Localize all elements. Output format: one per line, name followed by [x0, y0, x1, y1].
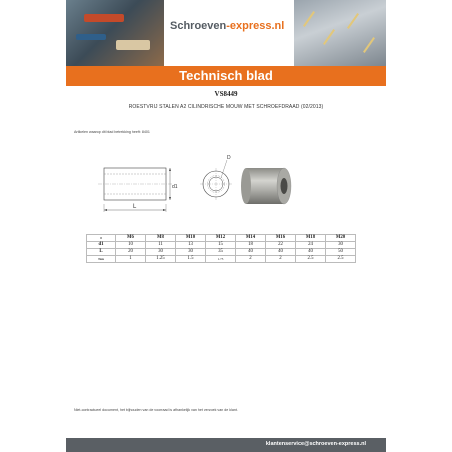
table-cell: 2.5 [296, 256, 326, 263]
site-logo[interactable] [170, 20, 284, 32]
table-cell: 30 [146, 249, 176, 256]
screws-photo [294, 0, 386, 66]
table-cell: 40 [266, 249, 296, 256]
header-cell: M20 [326, 235, 356, 242]
table-cell: 20 [116, 249, 146, 256]
table-cell: 30 [176, 249, 206, 256]
header-cell: M12 [206, 235, 236, 242]
tools-photo [66, 0, 164, 66]
table-cell: 2.5 [326, 256, 356, 263]
table-header-row [87, 235, 356, 242]
table-cell: 22 [266, 242, 296, 249]
logo-accent-text: -express.nl [226, 20, 285, 32]
table-cell: 40 [296, 249, 326, 256]
header-cell: M6 [116, 235, 146, 242]
table-cell: 2 [236, 256, 266, 263]
table-cell: 50 [326, 249, 356, 256]
end-view-drawing [200, 155, 232, 200]
product-description: ROESTVRIJ STALEN A2 CILINDRISCHE MOUW MET SCHROEFDRAAD (02/2013) [128, 104, 324, 110]
table-cell: 10 [116, 242, 146, 249]
table-cell: 2 [266, 256, 296, 263]
thread-label: D [227, 155, 231, 161]
table-row [87, 242, 356, 249]
header-cell: M8 [146, 235, 176, 242]
table-cell: 11 [146, 242, 176, 249]
table-cell: 1 [116, 256, 146, 263]
page-title: Technisch blad [179, 68, 273, 83]
table-cell: 24 [296, 242, 326, 249]
table-cell: 1.75 [206, 256, 236, 263]
logo-main-text: Schroeven [170, 20, 227, 32]
dimensions-table [86, 234, 356, 263]
datasheet-page [66, 0, 386, 452]
customer-service-email[interactable]: klantenservice@schroeven-express.nl [265, 441, 366, 447]
articles-note: Artikelen waarop dit blad betrekking heeft: 8401 [74, 130, 150, 134]
diameter-label: d1 [172, 184, 178, 190]
header-cell: M10 [176, 235, 206, 242]
technical-drawing [96, 148, 296, 220]
table-cell: 40 [236, 249, 266, 256]
table-cell: 30 [326, 242, 356, 249]
table-cell: 1.25 [146, 256, 176, 263]
header-cell: M16 [266, 235, 296, 242]
row-label: d1 [87, 242, 116, 249]
table-row [87, 256, 356, 263]
side-view-drawing [98, 168, 178, 212]
length-label: L [133, 204, 137, 210]
table-cell: 13 [176, 242, 206, 249]
table-cell: 35 [206, 249, 236, 256]
table-cell: 18 [236, 242, 266, 249]
table-cell: 15 [206, 242, 236, 249]
header-cell: M18 [296, 235, 326, 242]
footer-bar [66, 438, 386, 452]
header-cell: M14 [236, 235, 266, 242]
table-cell: 1.5 [176, 256, 206, 263]
product-code: VS8449 [214, 90, 238, 98]
header-banner [66, 0, 386, 66]
row-label: Nen [87, 256, 116, 263]
disclaimer-text: Niet-contractueel document, het bijhouden van de voorraad is afhankelijk van het verzoek van de klant. [74, 408, 238, 412]
sleeve-photo [241, 168, 291, 204]
title-bar [66, 66, 386, 86]
row-label: L [87, 249, 116, 256]
header-cell: # [87, 235, 116, 242]
table-row [87, 249, 356, 256]
